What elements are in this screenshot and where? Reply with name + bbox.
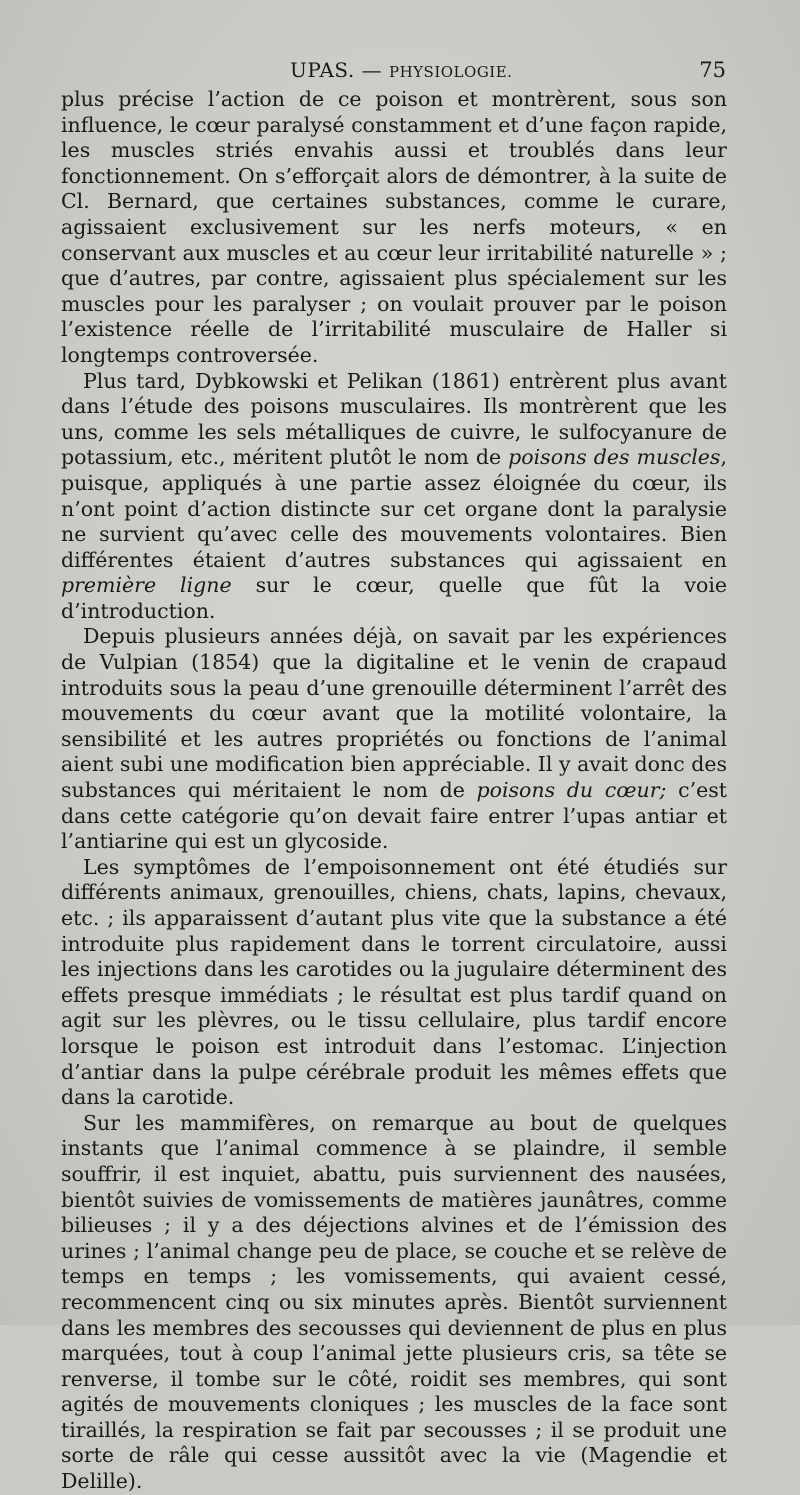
italic-text: poisons du cœur; — [476, 778, 667, 803]
text-run: plus précise l’action de ce poison et montrèrent, sous son influence, le cœur paralysé constamment et d’une façon rapide, les muscles striés envahis aussi et troublés dans leur fonctionnement. On s’efforçait alors de démontrer, à la suite de Cl. Bernard, que certaines substances, comme le curare, agissaient exclusivement sur les nerfs moteurs, « en conservant aux muscles et au cœur leur irritabilité naturelle » ; que d’autres, par contre, agissaient plus spécialement sur les muscles pour les paralyser ; on voulait prouver par le poison l’existence réelle de l’irritabilité musculaire de Haller si longtemps controversée. — [61, 87, 727, 367]
text-run: Sur les mammifères, on remarque au bout de quelques instants que l’animal commence à se plaindre, il semble souffrir, il est inquiet, abattu, puis surviennent des nausées, bientôt suivies de vomissements de matières jaunâtres, comme bilieuses ; il y a des déjections alvines et de l’émission des urines ; l’animal change peu de place, se couche et se relève de temps en temps ; les vomissements, qui avaient cessé, recommencent cinq ou six minutes après. Bientôt surviennent dans les membres des secousses qui deviennent de plus en plus marquées, tout à coup l’animal jette plusieurs cris, sa tête se renverse, il tombe sur le côté, roidit ses membres, qui sont agités de mouvements cloniques ; les muscles de la face sont tiraillés, la respiration se fait par secousses ; il se produit une sorte de râle qui cesse aussitôt avec la vie (Magendie et Delille). — [61, 1110, 727, 1494]
text-run: , puisque, appliqués à une partie assez éloignée du cœur, ils n’ont point d’action distincte sur cet organe dont la paralysie ne survient qu’avec celle des mouvements volontaires. Bien différentes étaient d’autres substances qui agissaient en — [61, 445, 727, 572]
body-text — [61, 87, 727, 1495]
italic-text: poisons des muscles — [508, 445, 721, 470]
paragraph — [61, 87, 727, 369]
text-run: Plus tard, Dybkowski et Pelikan (1861) entrèrent plus avant dans l’étude des poisons musculaires. Ils montrèrent que les uns, comme les sels métalliques de cuivre, le sulfocyanure de potassium, etc., méritent plutôt le nom de — [61, 368, 727, 470]
running-title-main: UPAS. — — [290, 58, 383, 82]
page-number: 75 — [699, 58, 726, 82]
paragraph — [61, 855, 727, 1111]
paragraph — [61, 1111, 727, 1495]
text-run: c’est dans cette catégorie qu’on devait faire entrer l’upas antiar et l’antiarine qui est un glycoside. — [61, 778, 727, 854]
text-run: sur le cœur, quelle que fût la voie d’introduction. — [61, 573, 728, 623]
paragraph — [61, 624, 727, 854]
text-run: Les symptômes de l’empoisonnement ont été étudiés sur différents animaux, grenouilles, chiens, chats, lapins, chevaux, etc. ; ils apparaissent d’autant plus vite que la substance a été introduite plus rapidement dans le torrent circulatoire, aussi les injections dans les carotides ou la jugulaire déterminent des effets presque immédiats ; le résultat est plus tardif quand on agit sur les plèvres, ou le tissu cellulaire, plus tardif encore lorsque le poison est introduit dans l’estomac. L’injection d’antiar dans la pulpe cérébrale produit les mêmes effets que dans la carotide. — [61, 854, 727, 1110]
text-run: Depuis plusieurs années déjà, on savait par les expériences de Vulpian (1854) que la digitaline et le venin de crapaud introduits sous la peau d’une grenouille déterminent l’arrêt des mouvements du cœur avant que la motilité volontaire, la sensibilité et les autres propriétés ou fonctions de l’animal aient subi une modification bien appréciable. Il y avait donc des substances qui méritaient le nom de — [61, 624, 727, 803]
running-title-section: PHYSIOLOGIE. — [388, 63, 513, 81]
running-title — [290, 58, 512, 82]
page-header — [60, 58, 726, 88]
italic-text: première ligne — [61, 573, 232, 598]
paragraph — [61, 369, 727, 625]
